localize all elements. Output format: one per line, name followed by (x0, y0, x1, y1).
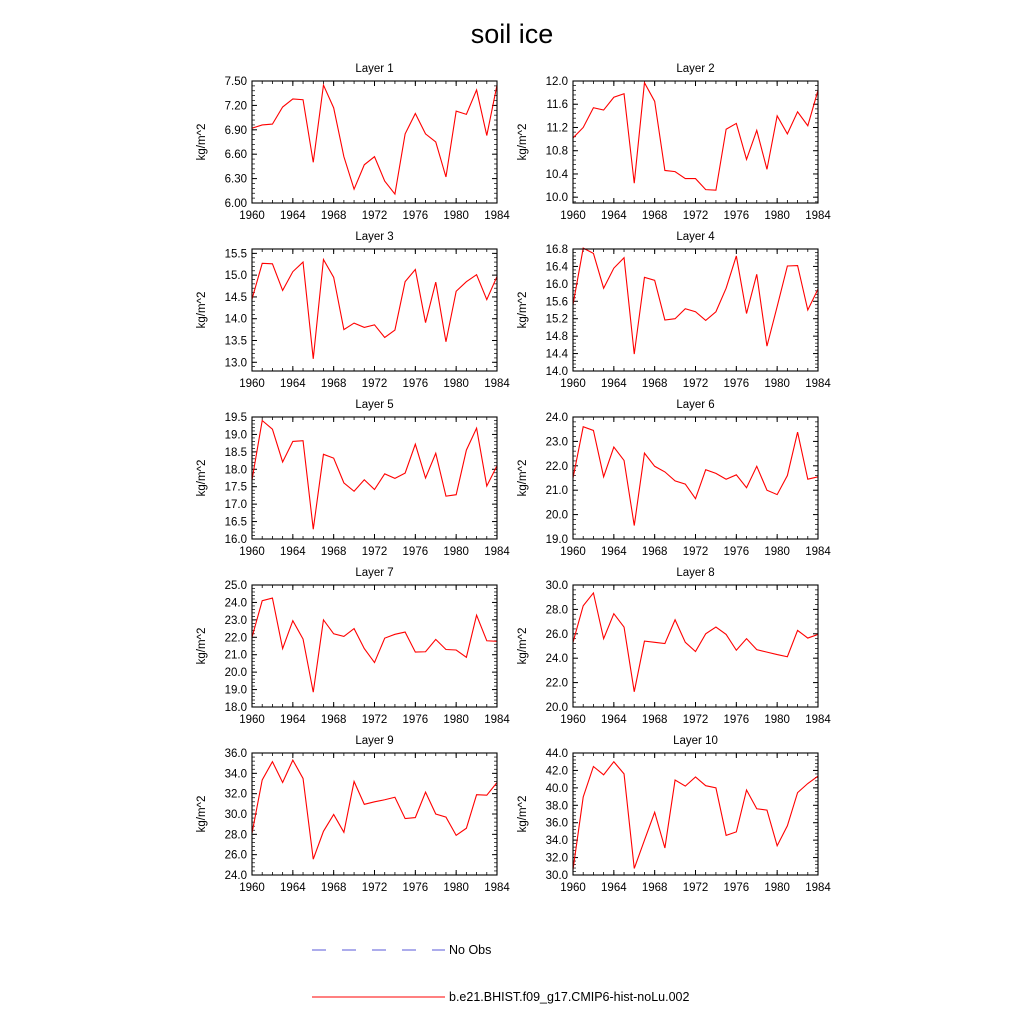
y-tick-label: 42.0 (545, 765, 568, 778)
x-tick-label: 1980 (764, 210, 790, 222)
series-line (252, 259, 497, 358)
chart-panel (196, 399, 510, 558)
x-tick-label: 1960 (239, 546, 265, 558)
x-tick-label: 1964 (280, 378, 306, 390)
y-tick-label: 7.20 (224, 100, 247, 113)
panel-title: Layer 3 (355, 231, 394, 243)
y-tick-label: 12.0 (545, 76, 568, 88)
panel-title: Layer 9 (355, 735, 394, 747)
chart-panel (517, 63, 831, 222)
y-tick-label: 15.0 (224, 270, 247, 283)
x-tick-label: 1984 (484, 378, 510, 390)
plot-frame (573, 81, 818, 203)
y-tick-label: 19.0 (224, 684, 247, 697)
y-tick-label: 16.8 (545, 244, 568, 256)
y-tick-label: 20.0 (224, 667, 247, 680)
x-tick-label: 1964 (280, 882, 306, 894)
y-tick-label: 11.2 (546, 122, 568, 135)
x-tick-label: 1964 (601, 714, 627, 726)
y-tick-label: 22.0 (224, 632, 247, 645)
plot-frame (573, 585, 818, 707)
x-tick-label: 1972 (682, 714, 709, 726)
chart-panel (517, 231, 831, 390)
x-tick-label: 1976 (723, 714, 750, 726)
y-tick-label: 25.0 (224, 580, 247, 592)
y-tick-label: 6.30 (224, 173, 247, 186)
x-tick-label: 1968 (641, 378, 668, 390)
x-tick-label: 1968 (320, 210, 347, 222)
y-tick-label: 14.0 (224, 313, 247, 326)
x-tick-label: 1980 (764, 378, 790, 390)
y-axis-label: kg/m^2 (517, 459, 529, 497)
y-tick-label: 6.00 (224, 198, 247, 210)
y-axis-label: kg/m^2 (196, 291, 208, 329)
y-tick-label: 24.0 (224, 597, 247, 610)
x-tick-label: 1976 (723, 210, 750, 222)
x-tick-label: 1984 (805, 714, 831, 726)
y-tick-label: 28.0 (224, 829, 247, 842)
x-tick-label: 1964 (601, 882, 627, 894)
x-tick-label: 1984 (805, 210, 831, 222)
plot-frame (252, 585, 497, 707)
y-tick-label: 18.0 (224, 702, 247, 714)
x-tick-label: 1984 (484, 546, 510, 558)
x-tick-label: 1960 (239, 378, 265, 390)
x-tick-label: 1980 (443, 882, 469, 894)
y-axis-label: kg/m^2 (196, 627, 208, 665)
plot-frame (252, 249, 497, 371)
x-tick-label: 1964 (601, 546, 627, 558)
panel-title: Layer 1 (355, 63, 394, 75)
y-axis-label: kg/m^2 (517, 123, 529, 161)
series-line (252, 420, 497, 529)
y-tick-label: 20.0 (545, 702, 568, 714)
x-tick-label: 1972 (682, 210, 709, 222)
y-tick-label: 15.6 (545, 296, 568, 309)
y-tick-label: 7.50 (224, 76, 247, 88)
x-tick-label: 1960 (560, 714, 586, 726)
x-tick-label: 1964 (601, 378, 627, 390)
series-line (573, 427, 818, 526)
y-tick-label: 44.0 (545, 748, 568, 760)
y-tick-label: 30.0 (545, 870, 568, 882)
x-tick-label: 1984 (484, 882, 510, 894)
y-axis-label: kg/m^2 (196, 795, 208, 833)
x-tick-label: 1980 (443, 210, 469, 222)
y-tick-label: 34.0 (224, 768, 247, 781)
x-tick-label: 1960 (239, 210, 265, 222)
panel-title: Layer 5 (355, 399, 394, 411)
y-tick-label: 23.0 (545, 436, 568, 449)
y-tick-label: 21.0 (224, 649, 247, 662)
legend-label: b.e21.BHIST.f09_g17.CMIP6-hist-noLu.002 (449, 990, 690, 1004)
x-tick-label: 1984 (805, 378, 831, 390)
panel-title: Layer 7 (355, 567, 394, 579)
y-tick-label: 30.0 (545, 580, 568, 592)
x-tick-label: 1976 (402, 210, 429, 222)
x-tick-label: 1960 (560, 210, 586, 222)
x-tick-label: 1960 (239, 714, 265, 726)
series-line (573, 593, 818, 692)
plot-frame (252, 81, 497, 203)
y-tick-label: 36.0 (545, 817, 568, 830)
chart-panel (517, 399, 831, 558)
x-tick-label: 1984 (805, 882, 831, 894)
x-tick-label: 1972 (361, 882, 388, 894)
panel-title: Layer 10 (673, 735, 718, 747)
y-tick-label: 22.0 (545, 460, 568, 473)
chart-panel (196, 735, 510, 894)
y-tick-label: 24.0 (545, 412, 568, 424)
x-tick-label: 1968 (320, 546, 347, 558)
x-tick-label: 1984 (805, 546, 831, 558)
y-tick-label: 13.5 (224, 335, 247, 348)
y-tick-label: 23.0 (224, 614, 247, 627)
y-tick-label: 22.0 (545, 677, 568, 690)
y-tick-label: 19.0 (224, 429, 247, 442)
y-tick-label: 16.0 (224, 534, 247, 546)
y-tick-label: 34.0 (545, 835, 568, 848)
y-tick-label: 15.2 (545, 313, 568, 326)
x-tick-label: 1972 (361, 714, 388, 726)
chart-panel (517, 567, 831, 726)
chart-panel (196, 567, 510, 726)
y-tick-label: 16.0 (545, 278, 568, 291)
x-tick-label: 1964 (280, 714, 306, 726)
x-tick-label: 1976 (402, 714, 429, 726)
legend-label: No Obs (449, 943, 492, 957)
x-tick-label: 1968 (320, 714, 347, 726)
y-tick-label: 32.0 (545, 852, 568, 865)
x-tick-label: 1980 (764, 546, 790, 558)
x-tick-label: 1976 (402, 882, 429, 894)
y-tick-label: 11.6 (546, 99, 568, 112)
x-tick-label: 1968 (320, 378, 347, 390)
y-tick-label: 10.8 (545, 145, 568, 158)
y-tick-label: 26.0 (224, 849, 247, 862)
plot-frame (573, 417, 818, 539)
x-tick-label: 1960 (560, 546, 586, 558)
y-tick-label: 32.0 (224, 788, 247, 801)
y-tick-label: 13.0 (224, 357, 247, 370)
x-tick-label: 1960 (560, 882, 586, 894)
y-tick-label: 19.0 (545, 534, 568, 546)
y-tick-label: 36.0 (224, 748, 247, 760)
x-tick-label: 1972 (361, 210, 388, 222)
y-tick-label: 14.4 (545, 348, 568, 361)
x-tick-label: 1984 (484, 714, 510, 726)
y-tick-label: 10.0 (545, 192, 568, 205)
y-tick-label: 10.4 (545, 168, 568, 181)
x-tick-label: 1960 (239, 882, 265, 894)
panel-title: Layer 8 (676, 567, 715, 579)
y-axis-label: kg/m^2 (517, 627, 529, 665)
y-tick-label: 15.5 (224, 248, 247, 261)
y-tick-label: 19.5 (224, 412, 247, 424)
x-tick-label: 1976 (402, 546, 429, 558)
series-line (252, 598, 497, 692)
y-axis-label: kg/m^2 (196, 123, 208, 161)
y-tick-label: 30.0 (224, 809, 247, 821)
y-tick-label: 24.0 (545, 653, 568, 666)
x-tick-label: 1972 (361, 378, 388, 390)
panel-title: Layer 2 (676, 63, 715, 75)
y-axis-label: kg/m^2 (196, 459, 208, 497)
x-tick-label: 1972 (682, 378, 709, 390)
y-tick-label: 26.0 (545, 628, 568, 641)
x-tick-label: 1972 (682, 546, 709, 558)
y-tick-label: 18.0 (224, 464, 247, 477)
series-line (573, 762, 818, 870)
y-tick-label: 14.5 (224, 291, 247, 304)
y-tick-label: 40.0 (545, 782, 568, 795)
y-tick-label: 17.0 (224, 499, 247, 512)
series-line (573, 83, 818, 190)
x-tick-label: 1980 (443, 378, 469, 390)
x-tick-label: 1972 (682, 882, 709, 894)
panels (196, 63, 831, 894)
panel-title: Layer 4 (676, 231, 715, 243)
series-line (252, 760, 497, 859)
x-tick-label: 1964 (280, 210, 306, 222)
y-tick-label: 6.60 (224, 149, 247, 162)
x-tick-label: 1980 (764, 714, 790, 726)
x-tick-label: 1976 (723, 546, 750, 558)
chart-panel (196, 63, 510, 222)
y-tick-label: 20.0 (545, 509, 568, 522)
y-tick-label: 16.5 (224, 516, 247, 529)
x-tick-label: 1976 (402, 378, 429, 390)
x-tick-label: 1980 (443, 714, 469, 726)
legend (312, 943, 689, 1004)
chart-panel (517, 735, 831, 894)
x-tick-label: 1964 (601, 210, 627, 222)
series-line (252, 85, 497, 194)
legend-item (312, 990, 689, 1004)
x-tick-label: 1980 (764, 882, 790, 894)
panel-title: Layer 6 (676, 399, 715, 411)
plot-frame (573, 249, 818, 371)
chart-panel (196, 231, 510, 390)
y-tick-label: 38.0 (545, 800, 568, 813)
x-tick-label: 1976 (723, 882, 750, 894)
x-tick-label: 1968 (641, 882, 668, 894)
y-tick-label: 24.0 (224, 870, 247, 882)
y-tick-label: 28.0 (545, 604, 568, 617)
x-tick-label: 1968 (320, 882, 347, 894)
x-tick-label: 1984 (484, 210, 510, 222)
plot-frame (573, 753, 818, 875)
y-tick-label: 14.8 (545, 331, 568, 344)
y-axis-label: kg/m^2 (517, 795, 529, 833)
x-tick-label: 1972 (361, 546, 388, 558)
x-tick-label: 1968 (641, 546, 668, 558)
x-tick-label: 1980 (443, 546, 469, 558)
series-line (573, 248, 818, 354)
y-tick-label: 6.90 (224, 124, 247, 137)
legend-item (312, 943, 491, 957)
plot-frame (252, 753, 497, 875)
x-tick-label: 1964 (280, 546, 306, 558)
y-tick-label: 18.5 (224, 446, 247, 459)
x-tick-label: 1960 (560, 378, 586, 390)
x-tick-label: 1968 (641, 210, 668, 222)
y-axis-label: kg/m^2 (517, 291, 529, 329)
x-tick-label: 1976 (723, 378, 750, 390)
y-tick-label: 21.0 (545, 485, 568, 498)
y-tick-label: 14.0 (545, 366, 568, 378)
y-tick-label: 17.5 (224, 481, 247, 494)
figure-title: soil ice (470, 19, 554, 49)
x-tick-label: 1968 (641, 714, 668, 726)
y-tick-label: 16.4 (545, 261, 568, 274)
